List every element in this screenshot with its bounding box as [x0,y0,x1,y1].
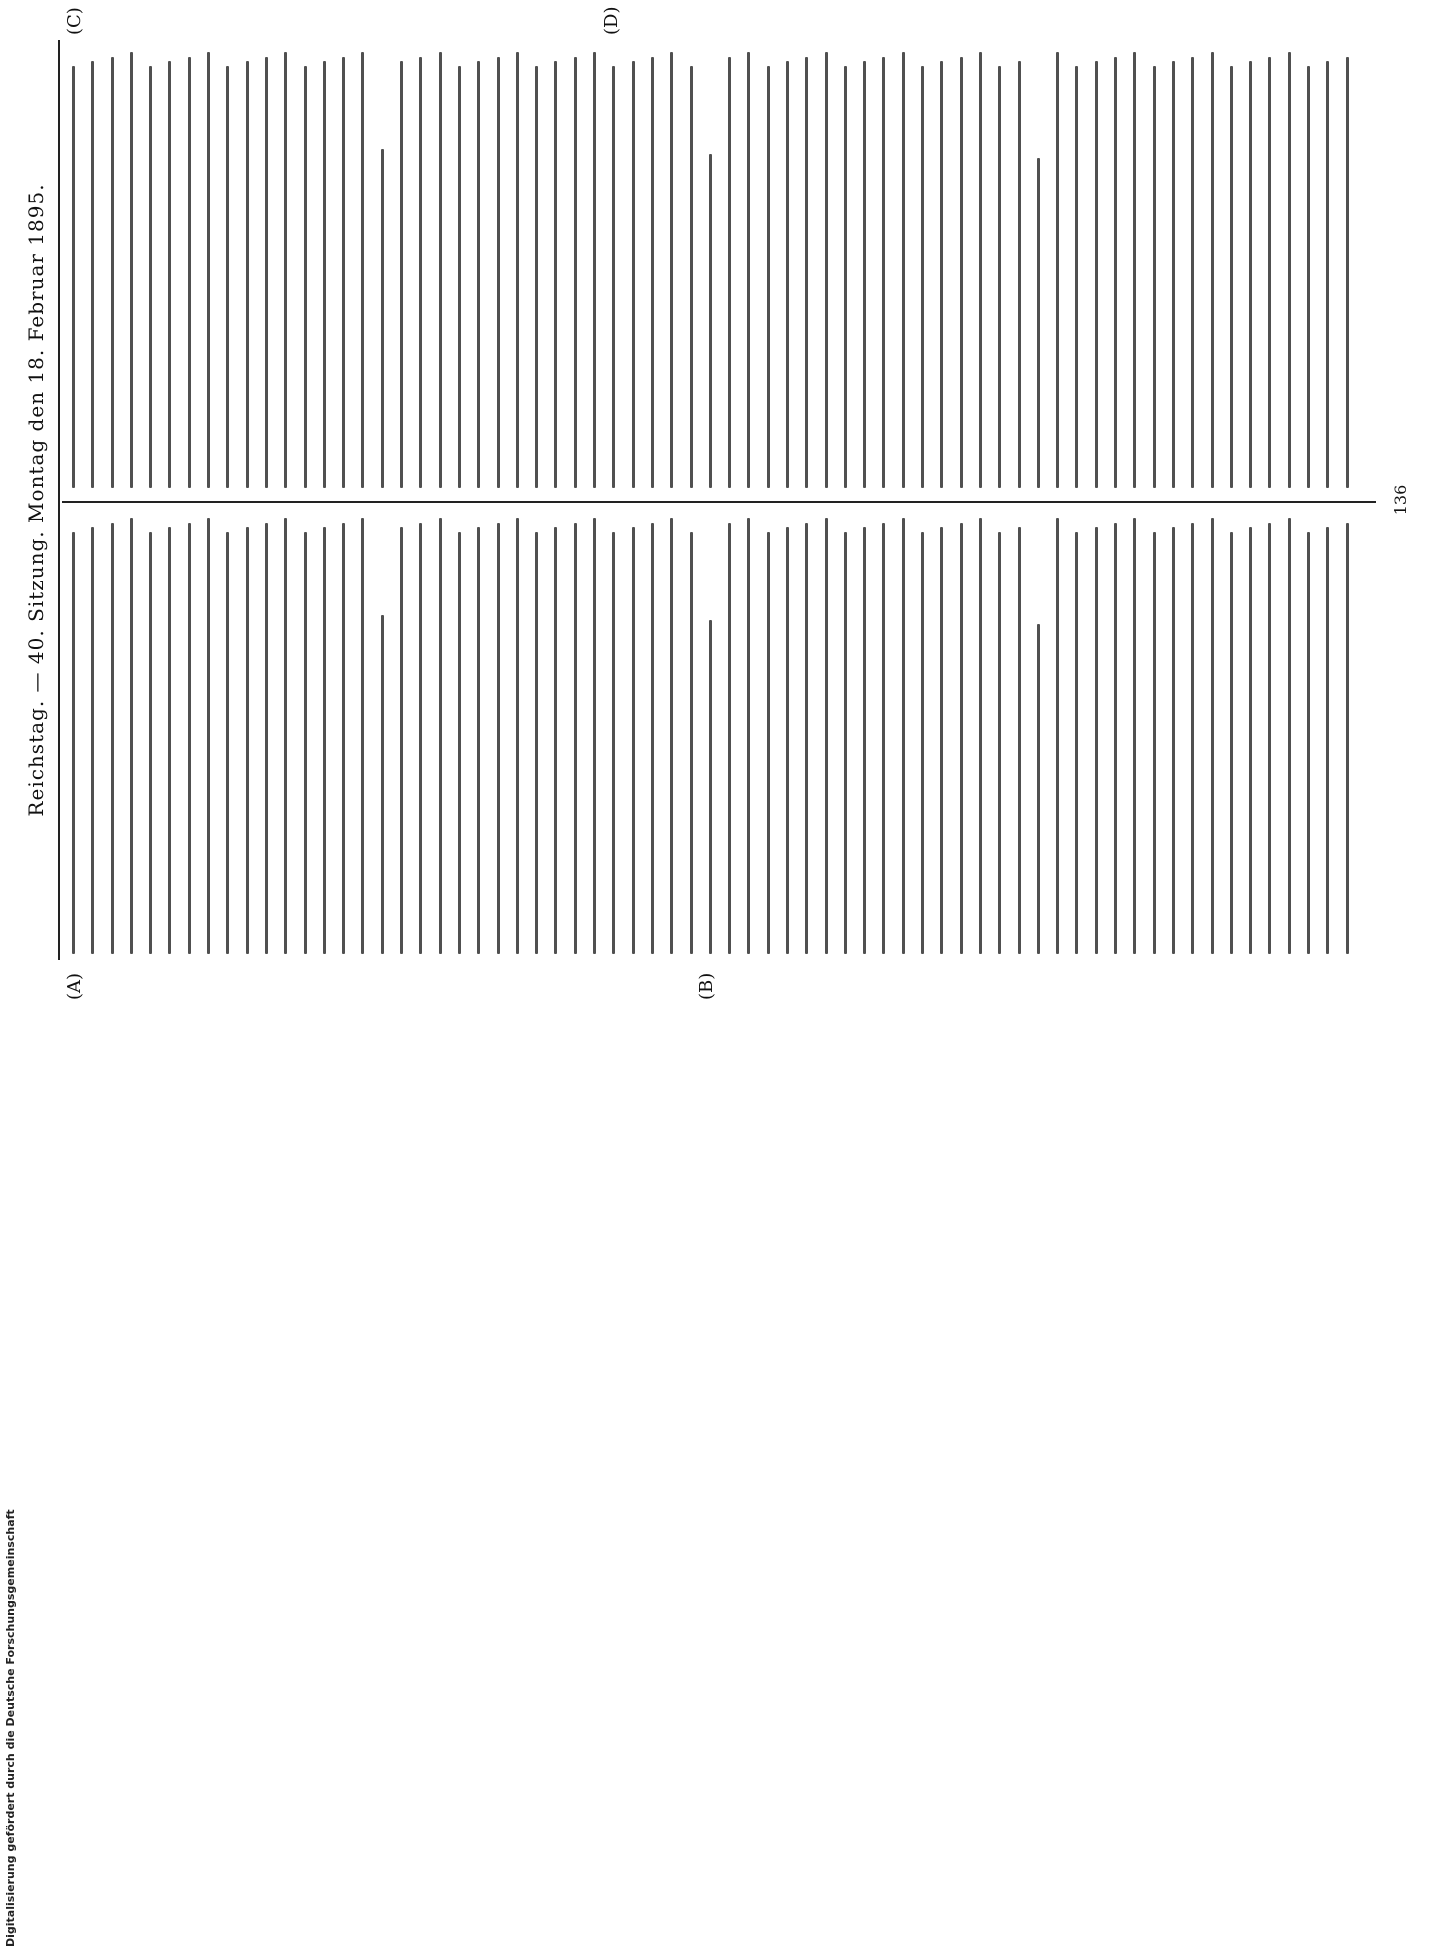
text-line [477,527,480,954]
margin-marker-d: (D) [601,6,622,35]
text-line [1153,66,1156,488]
text-line [1095,527,1098,954]
text-line [246,527,249,954]
text-line [863,61,866,488]
text-line [1172,61,1175,488]
text-line [1249,527,1252,954]
text-line [612,532,615,954]
text-line [226,66,229,488]
text-line [574,523,577,954]
text-line [1114,57,1117,488]
text-line [439,52,442,488]
text-line [1191,57,1194,488]
text-line [342,523,345,954]
text-line [1288,52,1291,488]
text-line [882,57,885,488]
running-header [16,40,56,960]
text-line [632,527,635,954]
text-line [805,57,808,488]
text-line [284,518,287,954]
text-line [805,523,808,954]
text-column-left [72,514,1356,954]
text-line [612,66,615,488]
text-line [72,532,75,954]
text-line [882,523,885,954]
header-title: Reichstag. — 40. Sitzung. Montag den 18. Februar 1895. [24,183,48,817]
text-line [111,523,114,954]
text-line [207,52,210,488]
text-line [458,66,461,488]
text-line [593,52,596,488]
text-line [149,66,152,488]
text-line [651,523,654,954]
text-line [747,52,750,488]
text-line [554,527,557,954]
text-line [709,620,712,954]
text-line [1288,518,1291,954]
text-line [149,532,152,954]
text-line [786,61,789,488]
text-line [786,527,789,954]
text-line [960,523,963,954]
text-line [728,523,731,954]
text-line [979,518,982,954]
text-line [497,523,500,954]
text-line [207,518,210,954]
text-line [188,57,191,488]
footer-page-number: 136 [1391,484,1410,516]
column-divider [62,501,1376,503]
text-line [690,66,693,488]
text-line [188,523,191,954]
text-line [419,57,422,488]
text-line [1037,624,1040,954]
text-line [1346,523,1349,954]
text-line [1133,518,1136,954]
text-line [284,52,287,488]
text-line [670,52,673,488]
text-line [632,61,635,488]
digitization-note-text: Digitalisierung gefördert durch die Deutsche Forschungsgemeinschaft [4,1509,17,1947]
text-line [72,66,75,488]
text-line [1056,518,1059,954]
text-line [497,57,500,488]
text-line [554,61,557,488]
text-line [516,518,519,954]
text-line [1037,158,1040,488]
text-line [1095,61,1098,488]
text-line [767,66,770,488]
text-line [1230,532,1233,954]
text-line [651,57,654,488]
text-line [940,61,943,488]
text-line [1153,532,1156,954]
text-line [825,52,828,488]
text-line [1268,523,1271,954]
text-line [1018,527,1021,954]
text-line [940,527,943,954]
text-line [1018,61,1021,488]
text-line [323,527,326,954]
text-line [825,518,828,954]
text-line [265,523,268,954]
text-column-right [72,48,1356,488]
text-line [516,52,519,488]
text-line [361,52,364,488]
text-line [1211,518,1214,954]
text-line [1268,57,1271,488]
text-line [1326,527,1329,954]
text-line [998,66,1001,488]
text-line [439,518,442,954]
text-line [342,57,345,488]
text-line [998,532,1001,954]
text-line [400,61,403,488]
text-line [477,61,480,488]
text-line [844,66,847,488]
text-line [709,154,712,488]
text-line [111,57,114,488]
text-line [1230,66,1233,488]
text-line [670,518,673,954]
text-line [747,518,750,954]
text-line [226,532,229,954]
text-line [130,518,133,954]
text-line [246,61,249,488]
text-line [1307,532,1310,954]
text-line [323,61,326,488]
text-line [690,532,693,954]
text-line [767,532,770,954]
text-line [265,57,268,488]
text-line [902,518,905,954]
text-line [921,532,924,954]
text-line [593,518,596,954]
text-line [168,61,171,488]
text-line [1133,52,1136,488]
margin-marker-c: (C) [64,7,85,35]
text-line [1346,57,1349,488]
text-line [979,52,982,488]
text-line [535,532,538,954]
text-line [1326,61,1329,488]
text-line [1249,61,1252,488]
text-line [902,52,905,488]
text-line [1172,527,1175,954]
text-line [168,527,171,954]
text-line [304,66,307,488]
rotated-page-content [16,0,1416,1000]
text-line [419,523,422,954]
text-line [1307,66,1310,488]
text-line [1114,523,1117,954]
digitization-note [0,960,20,1960]
text-line [574,57,577,488]
text-line [960,57,963,488]
text-line [130,52,133,488]
text-line [361,518,364,954]
text-line [728,57,731,488]
text-line [1211,52,1214,488]
text-line [921,66,924,488]
text-line [304,532,307,954]
text-line [91,61,94,488]
text-line [1075,66,1078,488]
text-line [863,527,866,954]
text-line [381,615,384,954]
margin-marker-b: (B) [696,972,717,1000]
text-line [381,149,384,488]
text-line [844,532,847,954]
text-line [400,527,403,954]
text-line [1056,52,1059,488]
text-line [535,66,538,488]
text-line [458,532,461,954]
text-line [1075,532,1078,954]
text-line [1191,523,1194,954]
header-rule [58,40,60,960]
margin-marker-a: (A) [64,972,85,1000]
text-line [91,527,94,954]
